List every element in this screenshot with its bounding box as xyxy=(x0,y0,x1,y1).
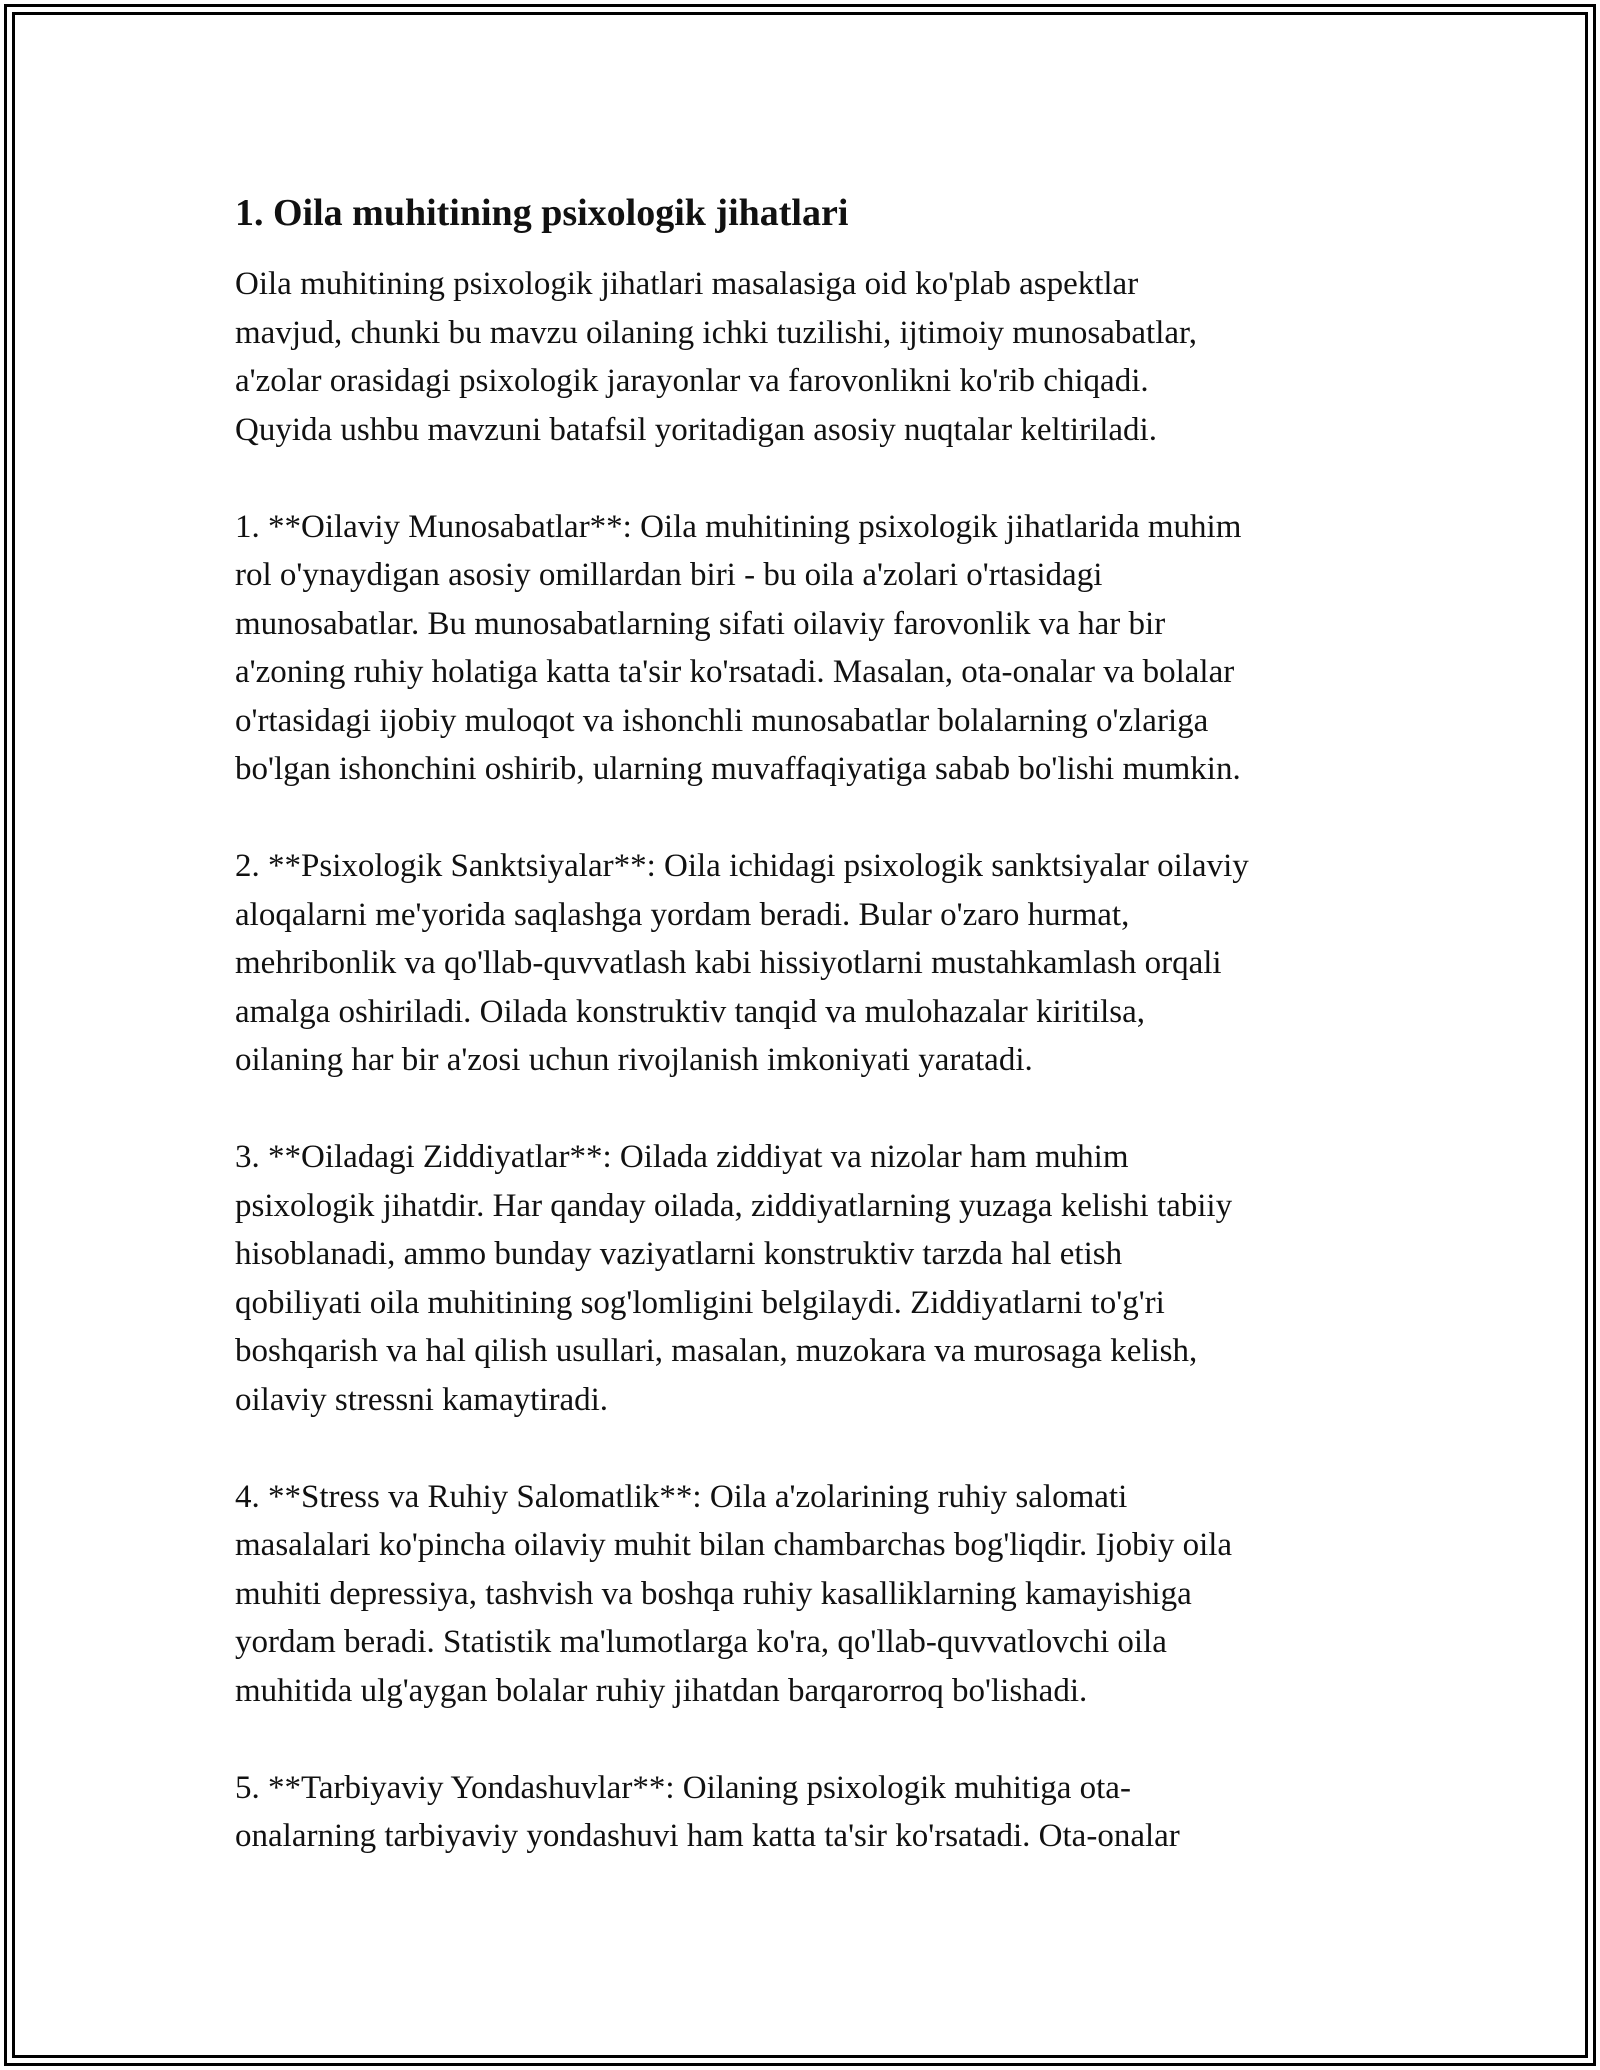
text-line: 5. **Tarbiyaviy Yondashuvlar**: Oilaning psixologik muhitiga ota- xyxy=(235,1769,1131,1806)
text-line: mehribonlik va qo'llab-quvvatlash kabi hissiyotlarni mustahkamlash orqali xyxy=(235,945,1222,981)
text-line: 1. **Oilaviy Munosabatlar**: Oila muhitining psixologik jihatlarida muhim xyxy=(235,508,1242,545)
text-line: a'zoning ruhiy holatiga katta ta'sir ko'rsatadi. Masalan, ota-onalar va bolalar xyxy=(235,654,1235,690)
text-line: muhitida ulg'aygan bolalar ruhiy jihatdan barqarorroq bo'lishadi. xyxy=(235,1672,1088,1709)
point-paragraph-1 xyxy=(235,503,1375,794)
point-paragraph-3 xyxy=(235,1133,1375,1424)
point-paragraph-2 xyxy=(235,842,1375,1085)
text-line: aloqalarni me'yorida saqlashga yordam beradi. Bular o'zaro hurmat, xyxy=(235,896,1130,933)
text-line: hisoblanadi, ammo bunday vaziyatlarni konstruktiv tarzda hal etish xyxy=(235,1236,1123,1272)
text-line: amalga oshiriladi. Oilada konstruktiv tanqid va mulohazalar kiritilsa, xyxy=(235,993,1146,1030)
text-line: onalarning tarbiyaviy yondashuvi ham katta ta'sir ko'rsatadi. Ota-onalar xyxy=(235,1818,1180,1854)
text-line: 3. **Oiladagi Ziddiyatlar**: Oilada ziddiyat va nizolar ham muhim xyxy=(235,1139,1129,1175)
text-line: muhiti depressiya, tashvish va boshqa ruhiy kasalliklarning kamayishiga xyxy=(235,1575,1192,1612)
text-line: mavjud, chunki bu mavzu oilaning ichki tuzilishi, ijtimoiy munosabatlar, xyxy=(235,314,1197,351)
text-line: qobiliyati oila muhitining sog'lomligini belgilaydi. Ziddiyatlarni to'g'ri xyxy=(235,1284,1165,1321)
section-heading: 1. Oila muhitining psixologik jihatlari xyxy=(235,192,849,234)
intro-paragraph xyxy=(235,260,1375,454)
text-line: Oila muhitining psixologik jihatlari masalasiga oid ko'plab aspektlar xyxy=(235,266,1139,302)
text-line: boshqarish va hal qilish usullari, masalan, muzokara va murosaga kelish, xyxy=(235,1333,1198,1369)
text-line: oilaviy stressni kamaytiradi. xyxy=(235,1381,609,1418)
text-line: yordam beradi. Statistik ma'lumotlarga ko'ra, qo'llab-quvvatlovchi oila xyxy=(235,1624,1167,1660)
text-line: oilaning har bir a'zosi uchun rivojlanish imkoniyati yaratadi. xyxy=(235,1042,1033,1078)
document-body xyxy=(235,188,1375,1861)
text-line: a'zolar orasidagi psixologik jarayonlar va farovonlikni ko'rib chiqadi. xyxy=(235,363,1149,399)
point-paragraph-5 xyxy=(235,1764,1375,1861)
point-paragraph-4 xyxy=(235,1473,1375,1716)
text-line: munosabatlar. Bu munosabatlarning sifati oilaviy farovonlik va har bir xyxy=(235,605,1166,642)
text-line: masalalari ko'pincha oilaviy muhit bilan chambarchas bog'liqdir. Ijobiy oila xyxy=(235,1527,1233,1563)
text-line: psixologik jihatdir. Har qanday oilada, ziddiyatlarning yuzaga kelishi tabiiy xyxy=(235,1187,1233,1224)
text-line: Quyida ushbu mavzuni batafsil yoritadigan asosiy nuqtalar keltiriladi. xyxy=(235,411,1157,448)
text-line: bo'lgan ishonchini oshirib, ularning muvaffaqiyatiga sabab bo'lishi mumkin. xyxy=(235,751,1241,787)
text-line: rol o'ynaydigan asosiy omillardan biri - bu oila a'zolari o'rtasidagi xyxy=(235,557,1103,593)
text-line: 4. **Stress va Ruhiy Salomatlik**: Oila a'zolarining ruhiy salomati xyxy=(235,1478,1128,1515)
text-line: o'rtasidagi ijobiy muloqot va ishonchli munosabatlar bolalarning o'zlariga xyxy=(235,702,1209,739)
text-line: 2. **Psixologik Sanktsiyalar**: Oila ichidagi psixologik sanktsiyalar oilaviy xyxy=(235,848,1249,884)
